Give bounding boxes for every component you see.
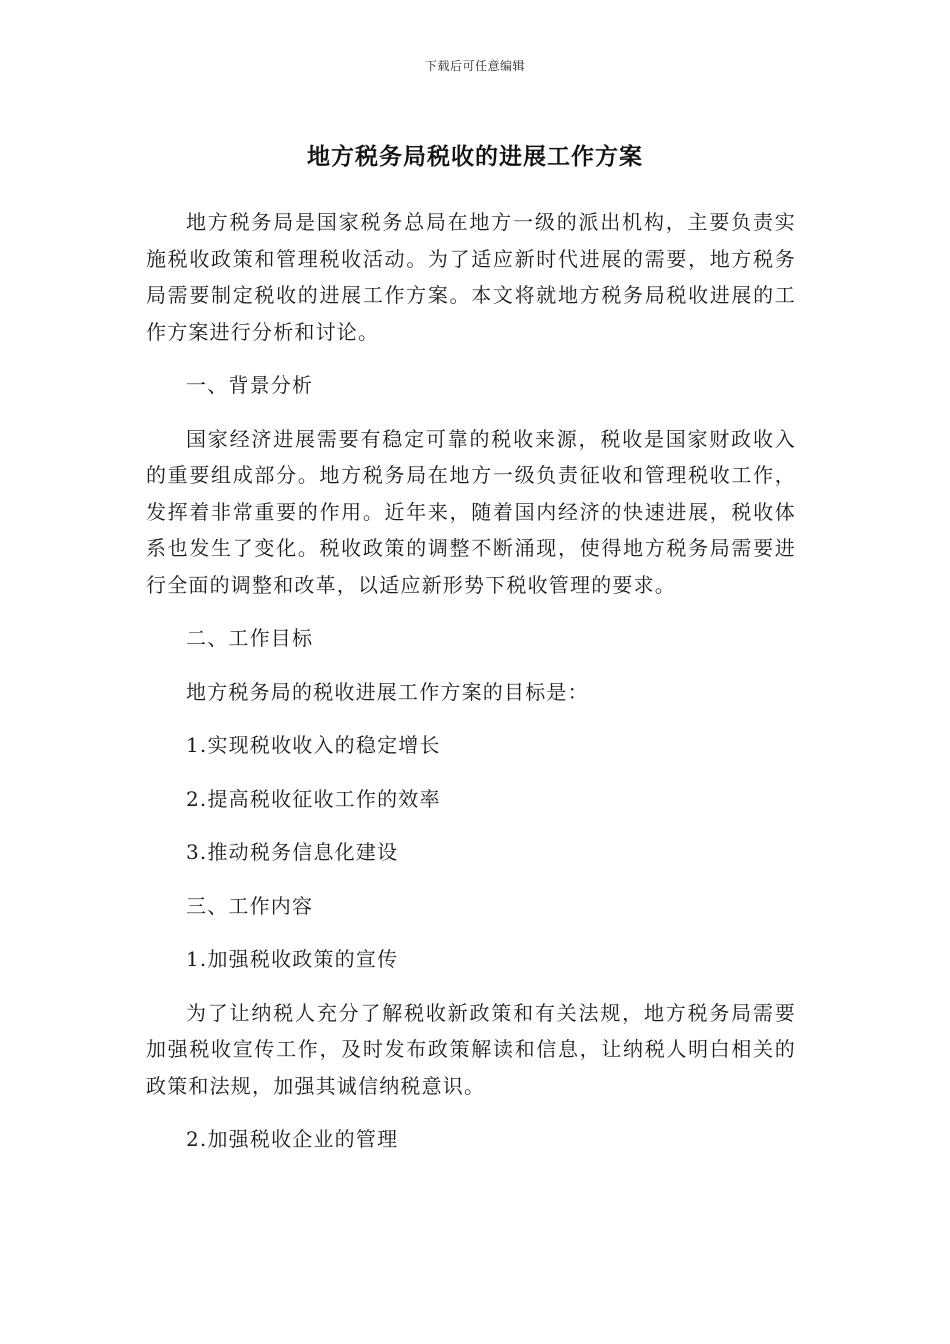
- goals-intro: 地方税务局的税收进展工作方案的目标是：: [186, 679, 589, 704]
- section-heading-content: 三、工作内容: [186, 893, 314, 918]
- document-title: 地方税务局税收的进展工作方案: [307, 144, 643, 170]
- content-subheading-2: 2.加强税收企业的管理: [186, 1127, 399, 1151]
- document-body: [146, 204, 796, 1158]
- header-note: 下载后可任意编辑: [424, 59, 525, 73]
- goal-item-3: 3.推动税务信息化建设: [186, 840, 399, 864]
- background-paragraph: 国家经济进展需要有稳定可靠的税收来源，税收是国家财政收入的重要组成部分。地方税务局在地方一级负责征收和管理税收工作，发挥着非常重要的作用。近年来，随着国内经济的快速进展，税收体系也发生了变化。税收政策的调整不断涌现，使得地方税务局需要进行全面的调整和改革，以适应新形势下税收管理的要求。: [146, 426, 796, 597]
- intro-paragraph: 地方税务局是国家税务总局在地方一级的派出机构，主要负责实施税收政策和管理税收活动。为了适应新时代进展的需要，地方税务局需要制定税收的进展工作方案。本文将就地方税务局税收进展的工作方案进行分析和讨论。: [146, 210, 796, 344]
- goal-item-1: 1.实现税收收入的稳定增长: [186, 733, 441, 757]
- content-subheading-1: 1.加强税收政策的宣传: [186, 947, 399, 971]
- section-heading-goals: 二、工作目标: [186, 626, 314, 650]
- goal-item-2: 2.提高税收征收工作的效率: [186, 786, 441, 811]
- section-heading-background: 一、背景分析: [186, 373, 314, 397]
- content-paragraph-1: 为了让纳税人充分了解税收新政策和有关法规，地方税务局需要加强税收宣传工作，及时发布政策解读和信息，让纳税人明白相关的政策和法规，加强其诚信纳税意识。: [146, 1000, 796, 1098]
